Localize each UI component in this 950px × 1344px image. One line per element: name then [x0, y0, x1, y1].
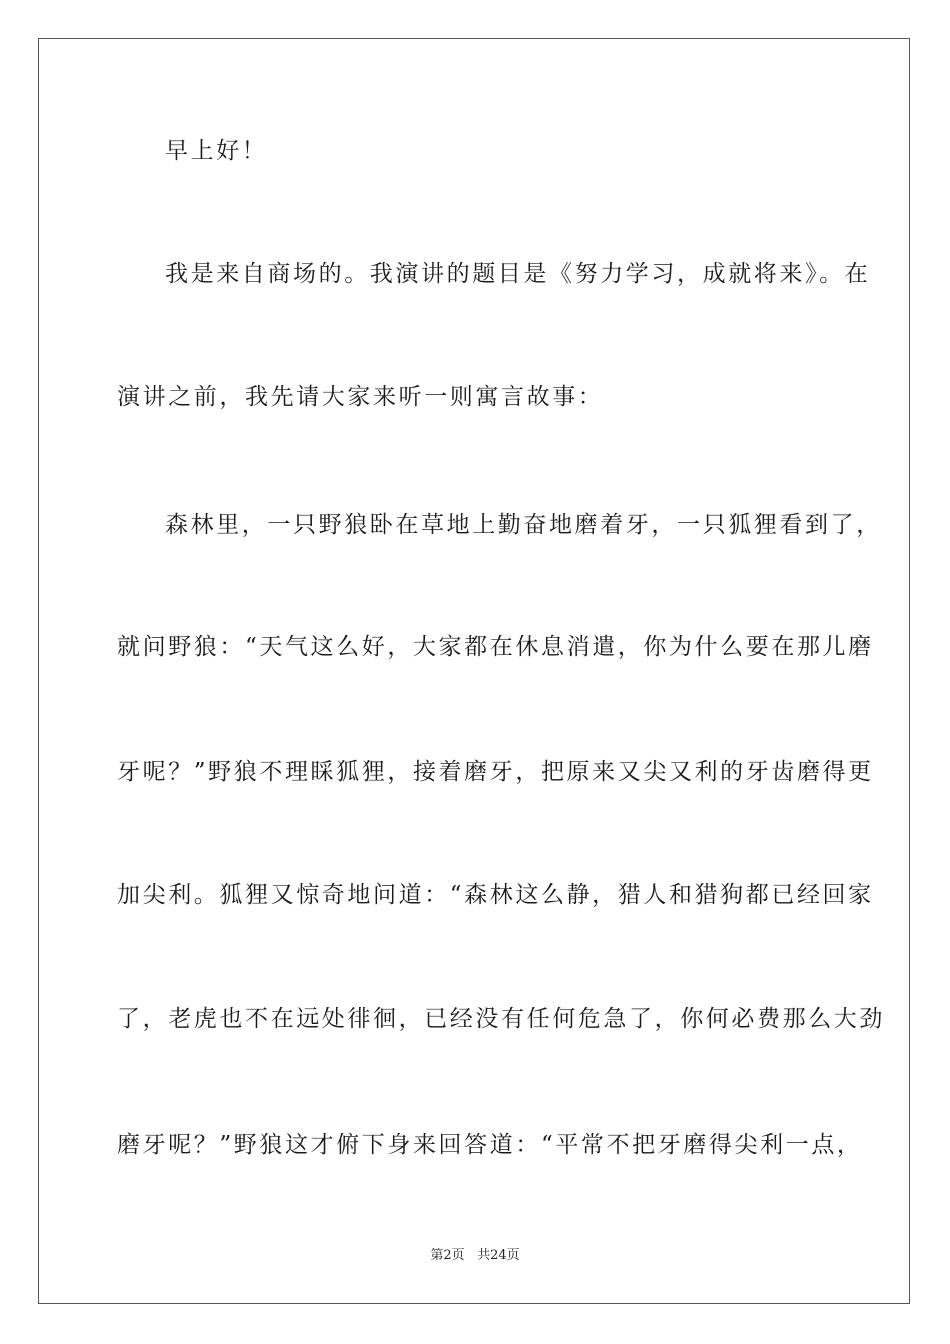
paragraph-line: 磨牙呢？”野狼这才俯下身来回答道：“平常不把牙磨得尖利一点，: [117, 1132, 863, 1158]
page-total: 共24页: [477, 1248, 520, 1263]
paragraph-line: 森林里，一只野狼卧在草地上勤奋地磨着牙，一只狐狸看到了，: [165, 512, 882, 538]
paragraph-line: 加尖利。狐狸又惊奇地问道：“森林这么静，猎人和猎狗都已经回家: [117, 882, 874, 908]
greeting-line: 早上好！: [165, 138, 268, 164]
paragraph-line: 了，老虎也不在远处徘徊，已经没有任何危急了，你何必费那么大劲: [117, 1006, 885, 1032]
page-footer: [0, 1247, 950, 1265]
page-number: 第2页: [430, 1248, 465, 1263]
paragraph-line: 我是来自商场的。我演讲的题目是《努力学习，成就将来》。在: [165, 261, 871, 287]
paragraph-line: 演讲之前，我先请大家来听一则寓言故事：: [117, 384, 604, 410]
paragraph-line: 就问野狼：“天气这么好，大家都在休息消遣，你为什么要在那儿磨: [117, 634, 874, 660]
paragraph-line: 牙呢？”野狼不理睬狐狸，接着磨牙，把原来又尖又利的牙齿磨得更: [117, 759, 874, 785]
page-frame: [38, 38, 910, 1304]
